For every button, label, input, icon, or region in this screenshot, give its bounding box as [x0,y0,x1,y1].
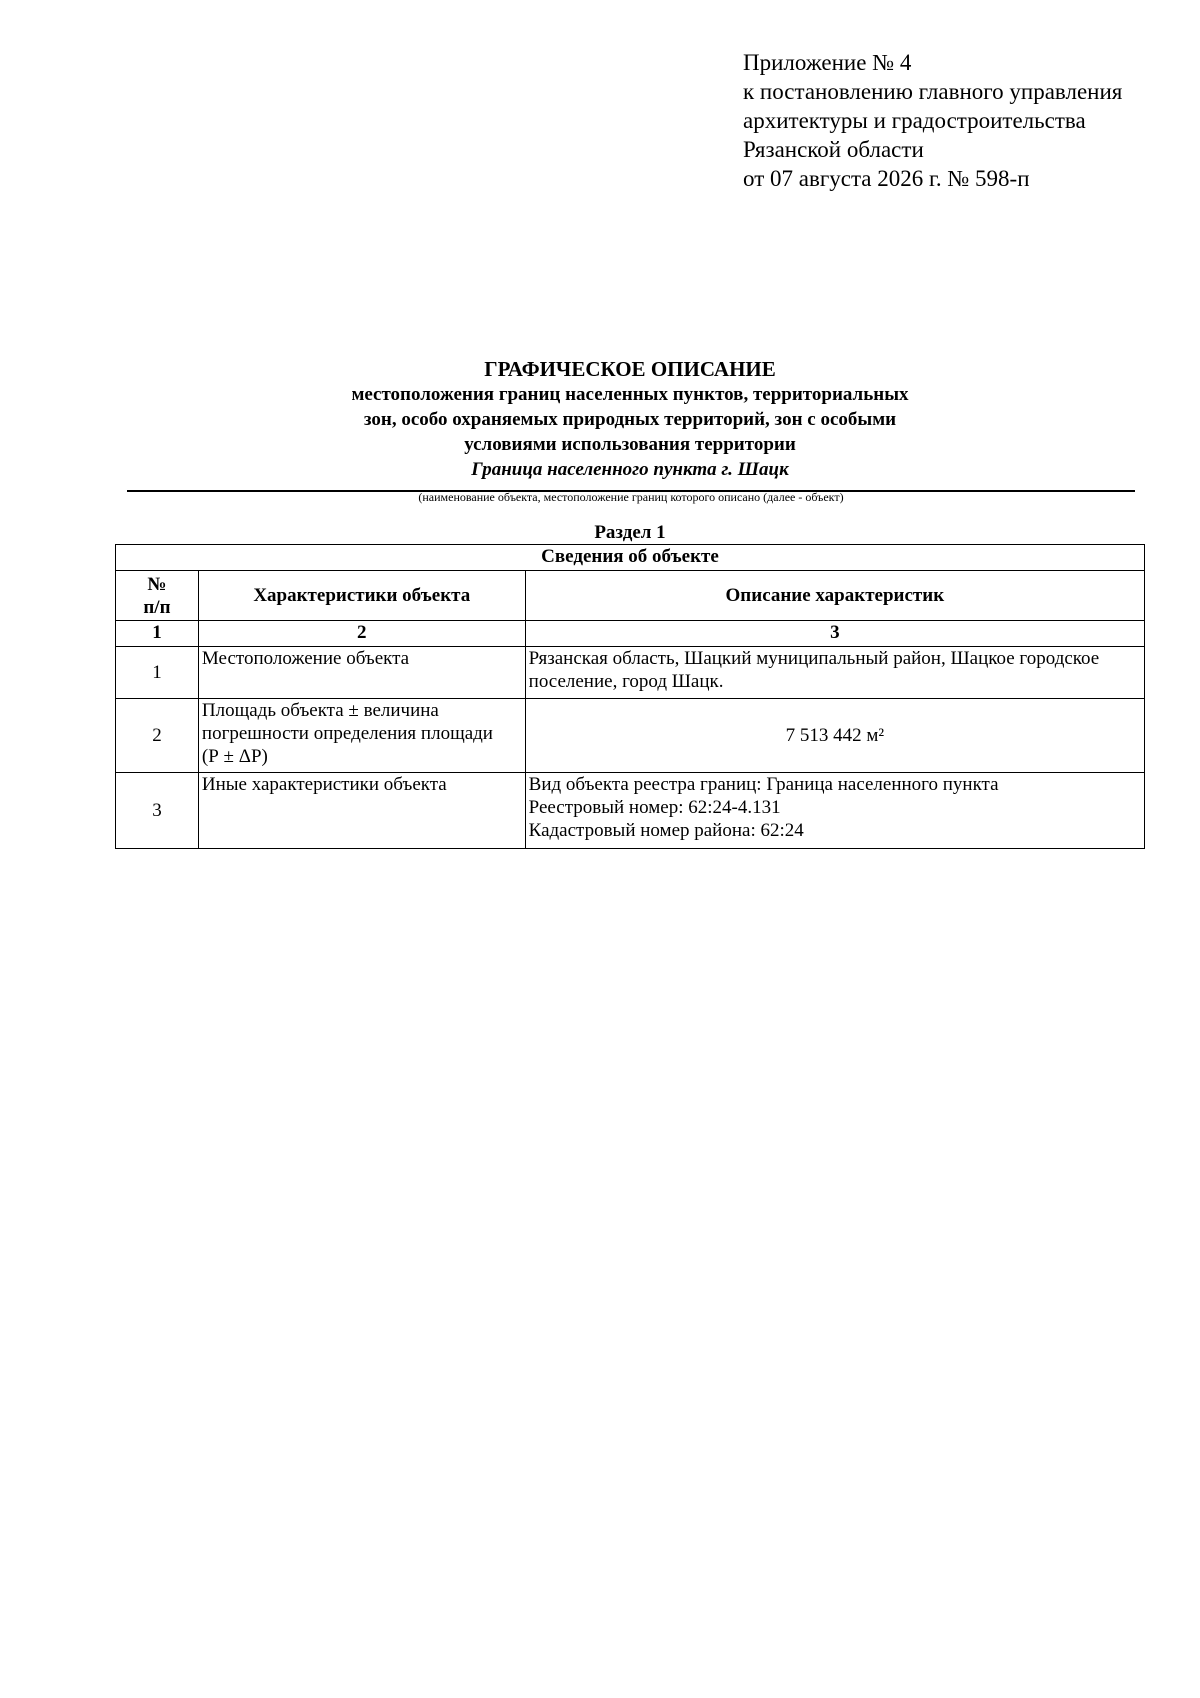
document-title: ГРАФИЧЕСКОЕ ОПИСАНИЕ [484,357,776,381]
header-description: Описание характеристик [525,571,1144,621]
table-caption-row [116,545,1145,571]
row-number: 2 [116,699,199,773]
column-number: 2 [198,621,525,647]
row-description [525,773,1144,849]
appendix-line: архитектуры и градостроительства [743,108,1086,133]
row-characteristic: Иные характеристики объекта [198,773,525,849]
document-subtitle-line: условиями использования территории [464,434,796,455]
header-characteristic: Характеристики объекта [198,571,525,621]
document-subtitle-line: зон, особо охраняемых природных территорий, зон с особыми [363,409,897,430]
description-line: поселение, город Шацк. [528,671,724,692]
description-line: Вид объекта реестра границ: Граница населенного пункта [528,774,999,795]
appendix-line: к постановлению главного управления [743,79,1123,104]
row-number: 3 [116,773,199,849]
description-line: Рязанская область, Шацкий муниципальный район, Шацкое городское [528,648,1100,669]
description-line: Реестровый номер: 62:24-4.131 [528,797,781,818]
column-number: 3 [525,621,1144,647]
row-characteristic: Местоположение объекта [198,647,525,699]
column-number-row [116,621,1145,647]
table-row [116,773,1145,849]
row-description: 7 513 442 м² [525,699,1144,773]
row-number: 1 [116,647,199,699]
object-info-table [115,544,1145,849]
document-title-block [120,357,1140,482]
header-num: № п/п [116,571,199,621]
table-caption: Сведения об объекте [116,545,1145,571]
appendix-line: Рязанской области [743,137,924,162]
characteristic-line: Площадь объекта ± величина [201,700,439,721]
table-header-row [116,571,1145,621]
characteristic-line: (Р ± ΔР) [201,746,268,767]
object-name: Граница населенного пункта г. Шацк [471,459,789,480]
description-line: Кадастровый номер района: 62:24 [528,820,804,841]
column-number: 1 [116,621,199,647]
characteristic-line: погрешности определения площади [201,723,493,744]
table-row [116,647,1145,699]
appendix-line: Приложение № 4 [743,50,912,75]
appendix-line: от 07 августа 2026 г. № 598-п [743,166,1030,191]
row-characteristic [198,699,525,773]
document-subtitle-line: местоположения границ населенных пунктов, территориальных [351,384,909,405]
row-description [525,647,1144,699]
table-row [116,699,1145,773]
object-name-caption: (наименование объекта, местоположение границ которого описано (далее - объект) [418,490,844,504]
section-title: Раздел 1 [594,522,666,543]
appendix-header [743,48,1122,193]
